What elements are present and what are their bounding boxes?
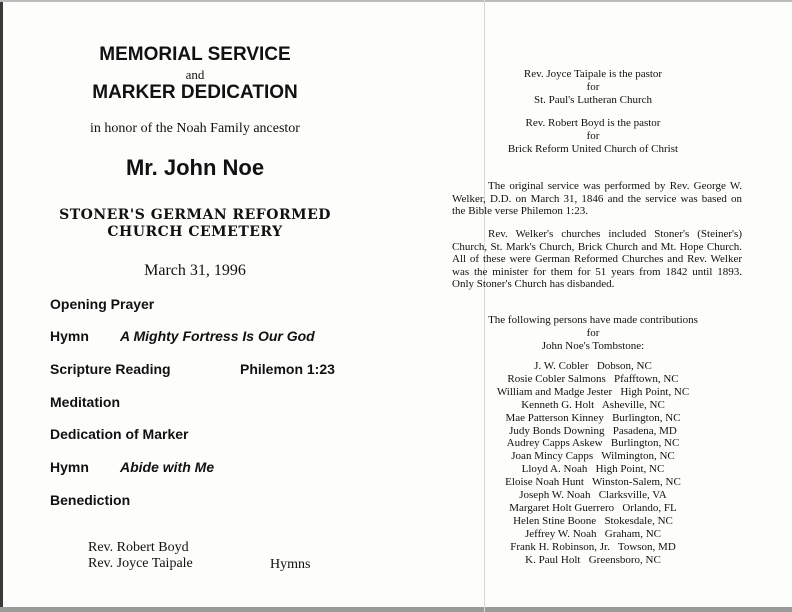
- pastor-for: for: [586, 130, 600, 142]
- program-item-label: Meditation: [50, 394, 120, 410]
- scan-edge-bottom: [0, 607, 792, 612]
- program-item-label: Hymn: [50, 328, 89, 344]
- contributions-intro-line: John Noe's Tombstone:: [541, 340, 645, 352]
- history-paragraph: Rev. Welker's churches included Stoner's (Steiner's) Church, St. Mark's Church, Brick Church and Mt. Hope Church. All of these were German Reformed Churches and Rev. Welker was the minister for them for 51 years from 1842 until 1893. Only Stoner's Church has disbanded.: [452, 228, 742, 291]
- officiant-name: Rev. Joyce Taipale: [88, 556, 193, 571]
- title-line2: MARKER DEDICATION: [92, 82, 298, 103]
- honor-line: in honor of the Noah Family ancestor: [90, 121, 300, 136]
- cemetery-line1: STONER'S GERMAN REFORMED: [59, 207, 331, 223]
- contributor-entry: William and Madge Jester High Point, NC: [496, 385, 690, 398]
- program-item: [50, 459, 350, 479]
- hymns-label: Hymns: [270, 557, 311, 572]
- hymn-title: A Mighty Fortress Is Our God: [120, 328, 315, 344]
- history-paragraph: The original service was performed by Rev. George W. Welker, D.D. on March 31, 1846 and the service was based on the Bible verse Philemon 1:23.: [452, 180, 742, 218]
- scripture-reference: Philemon 1:23: [240, 361, 335, 377]
- scan-edge-left: [0, 0, 3, 612]
- title-and: and: [185, 67, 205, 82]
- program-item: [50, 426, 188, 446]
- contributor-entry: Joan Mincy Capps Wilmington, NC: [511, 450, 675, 463]
- contributor-entry: Eloise Noah Hunt Winston-Salem, NC: [505, 476, 681, 489]
- contributions-intro-line: for: [586, 327, 600, 339]
- service-date: March 31, 1996: [144, 262, 246, 279]
- contributor-entry: Joseph W. Noah Clarksville, VA: [519, 489, 667, 502]
- cemetery-line2: CHURCH CEMETERY: [107, 224, 283, 240]
- pastor-church: Brick Reform United Church of Christ: [507, 143, 679, 155]
- contributor-entry: Judy Bonds Downing Pasadena, MD: [509, 424, 677, 437]
- pastor-note: [440, 117, 746, 156]
- contributor-entry: Frank H. Robinson, Jr. Towson, MD: [510, 540, 676, 553]
- contributor-entry: Audrey Capps Askew Burlington, NC: [506, 437, 680, 450]
- contributor-entry: Jeffrey W. Noah Graham, NC: [524, 527, 662, 540]
- program-item-label: Dedication of Marker: [50, 426, 189, 442]
- program-item-label: Hymn: [50, 459, 89, 475]
- contributor-entry: Lloyd A. Noah High Point, NC: [521, 463, 665, 476]
- contributor-entry: Kenneth G. Holt Asheville, NC: [521, 398, 665, 411]
- contributor-list: [440, 360, 746, 567]
- contributor-entry: K. Paul Holt Greensboro, NC: [525, 553, 661, 566]
- program-item: [50, 492, 130, 512]
- program-item: [50, 296, 154, 316]
- pastor-for: for: [586, 81, 600, 93]
- program-item: [50, 328, 350, 348]
- officiant-name: Rev. Robert Boyd: [88, 540, 189, 555]
- contributor-entry: J. W. Cobler Dobson, NC: [534, 360, 652, 372]
- pastor-name-line: Rev. Joyce Taipale is the pastor: [523, 68, 663, 80]
- contributor-entry: Mae Patterson Kinney Burlington, NC: [505, 411, 681, 424]
- scan-edge-top: [0, 0, 792, 2]
- honoree-name: Mr. John Noe: [125, 155, 265, 180]
- contributor-entry: Margaret Holt Guerrero Orlando, FL: [509, 501, 677, 514]
- contributor-entry: Rosie Cobler Salmons Pfafftown, NC: [507, 372, 679, 385]
- hymn-title: Abide with Me: [120, 459, 215, 475]
- pastor-name-line: Rev. Robert Boyd is the pastor: [525, 117, 661, 129]
- pastor-note: [440, 68, 746, 107]
- pastor-church: St. Paul's Lutheran Church: [533, 94, 653, 106]
- program-item-label: Opening Prayer: [50, 296, 155, 312]
- title-line1: MEMORIAL SERVICE: [99, 44, 291, 65]
- contributions-intro: [440, 314, 746, 353]
- contributions-intro-line: The following persons have made contributions: [488, 314, 698, 326]
- program-item-label: Benediction: [50, 492, 131, 508]
- contributor-entry: Helen Stine Boone Stokesdale, NC: [513, 514, 673, 527]
- program-item: [50, 394, 120, 414]
- program-item-label: Scripture Reading: [50, 361, 171, 377]
- program-item: [50, 361, 350, 381]
